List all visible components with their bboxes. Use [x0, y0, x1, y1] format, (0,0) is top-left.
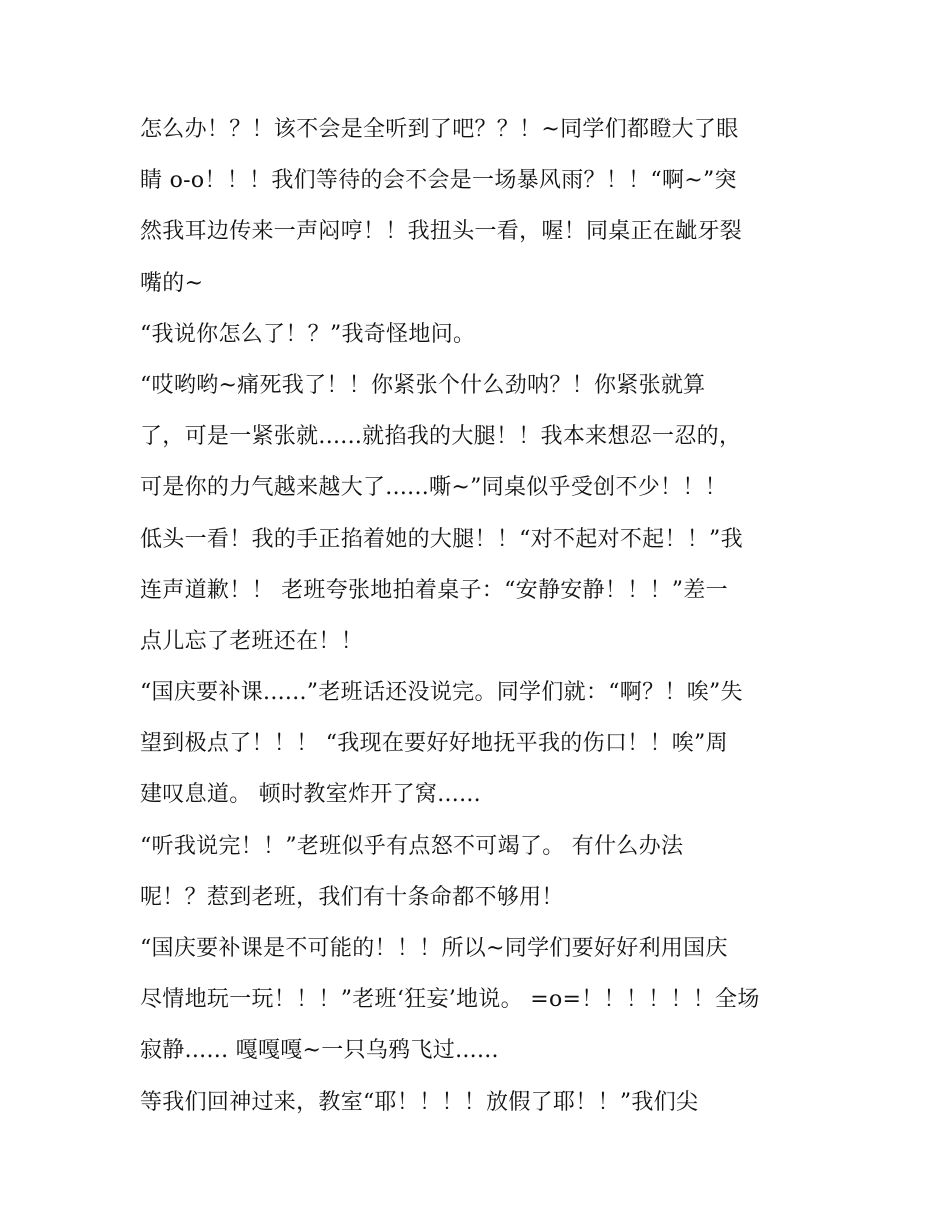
text-line: “国庆要补课......”老班话还没说完。同学们就：“啊？！唉”失: [140, 680, 743, 706]
text-line: 了，可是一紧张就......就掐我的大腿！！我本来想忍一忍的，: [140, 424, 742, 450]
text-line: 然我耳边传来一声闷哼！！我扭头一看，喔！同桌正在龇牙裂: [140, 219, 743, 245]
text-line: 呢！？惹到老班，我们有十条命都不够用！: [140, 884, 564, 910]
text-line: “听我说完！！”老班似乎有点怒不可竭了。 有什么办法: [140, 833, 684, 859]
text-line: 望到极点了！！！ “我现在要好好地抚平我的伤口！！唉”周: [140, 731, 728, 757]
text-line: 寂静...... 嘎嘎嘎~一只乌鸦飞过......: [140, 1038, 499, 1064]
text-line: 连声道歉！！ 老班夸张地拍着桌子：“安静安静！！！”差一: [140, 577, 728, 603]
text-line: 嘴的~: [140, 270, 204, 296]
text-line: 怎么办！？！该不会是全听到了吧？？！~同学们都瞪大了眼: [140, 117, 739, 142]
text-line: “哎哟哟~痛死我了！！你紧张个什么劲呐？！你紧张就算: [140, 372, 706, 398]
document-body: [140, 108, 830, 1132]
text-line: 睛 o-o！！！我们等待的会不会是一场暴风雨？！！“啊~”突: [140, 168, 737, 194]
text-line: “国庆要补课是不可能的！！！所以~同学们要好好利用国庆: [140, 936, 728, 961]
text-line: 可是你的力气越来越大了......嘶~”同桌似乎受创不少！！！: [140, 475, 727, 501]
text-line: 建叹息道。 顿时教室炸开了窝......: [140, 782, 481, 808]
text-line: 低头一看！我的手正掐着她的大腿！！“对不起对不起！！”我: [140, 526, 743, 552]
text-line: “我说你怎么了！？”我奇怪地问。: [140, 321, 476, 347]
text-line: 点儿忘了老班还在！！: [140, 628, 364, 654]
text-line: 尽情地玩一玩！！！”老班‘狂妄’地说。 =o=！！！！！！全场: [140, 987, 760, 1013]
text-line: 等我们回神过来，教室“耶！！！！放假了耶！！”我们尖: [140, 1089, 699, 1115]
